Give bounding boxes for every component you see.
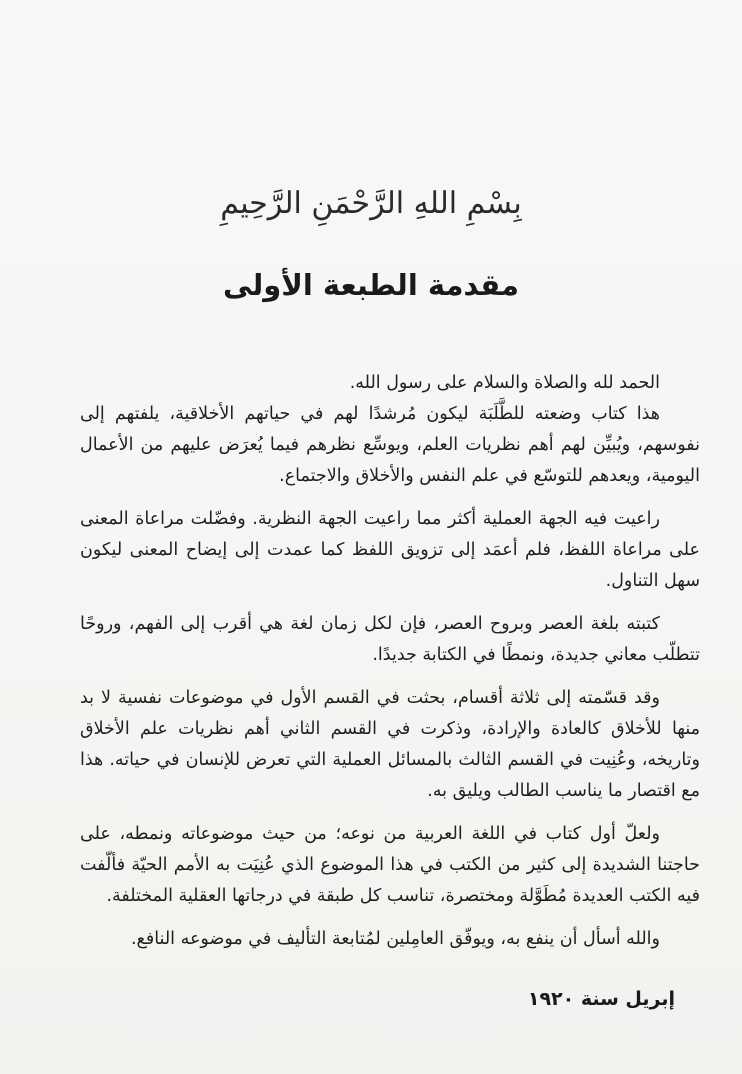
paragraph: كتبته بلغة العصر وبروح العصر، فإن لكل زمان لغة هي أقرب إلى الفهم، وروحًا تتطلّب معاني جديدة، ونمطًا في الكتابة جديدًا.: [80, 614, 700, 665]
basmala: بِسْمِ اللهِ الرَّحْمَنِ الرَّحِيمِ: [220, 186, 522, 221]
date-signature: إبريل سنة ١٩٢٠: [527, 988, 675, 1010]
paragraph: راعيت فيه الجهة العملية أكثر مما راعيت الجهة النظرية. وفضّلت مراعاة المعنى على مراعاة اللفظ، فلم أعمَد إلى تزويق اللفظ كما عمدت إلى إيضاح المعنى ليكون سهل التناول.: [80, 509, 700, 591]
page-title: مقدمة الطبعة الأولى: [223, 268, 519, 302]
paragraph: ولعلّ أول كتاب في اللغة العربية من نوعه؛ من حيث موضوعاته ونمطه، على حاجتنا الشديدة إلى كثير من الكتب في هذا الموضوع الذي عُنِيَت به الأمم الحيّة فألّفت فيه الكتب العديدة مُطَوَّلة ومختصرة، تناسب كل طبقة في درجاتها العقلية المختلفة.: [80, 824, 700, 906]
paragraph: هذا كتاب وضعته للطَّلَبَة ليكون مُرشدًا لهم في حياتهم الأخلاقية، يلفتهم إلى نفوسهم، ويُبيِّن لهم أهم نظريات العلم، ويوسِّع نظرهم فيما يُعرَض عليهم من الأعمال اليومية، ويعدهم للتوسّع في علم النفس والأخلاق والاجتماع.: [80, 404, 700, 486]
paragraph: وقد قسّمته إلى ثلاثة أقسام، بحثت في القسم الأول في موضوعات نفسية لا بد منها للأخلاق كالعادة والإرادة، وذكرت في القسم الثاني أهم نظريات علم الأخلاق وتاريخه، وعُنِيت في القسم الثالث بالمسائل العملية التي تعرض للإنسان في حياته. هذا مع اقتصار ما يناسب الطالب ويليق به.: [80, 688, 700, 801]
paragraph-closing: والله أسأل أن ينفع به، ويوفّق العامِلين لمُتابعة التأليف في موضوعه النافع.: [130, 929, 660, 949]
paragraph-opening: الحمد لله والصلاة والسلام على رسول الله.: [349, 373, 660, 393]
preface-body: [80, 368, 700, 967]
